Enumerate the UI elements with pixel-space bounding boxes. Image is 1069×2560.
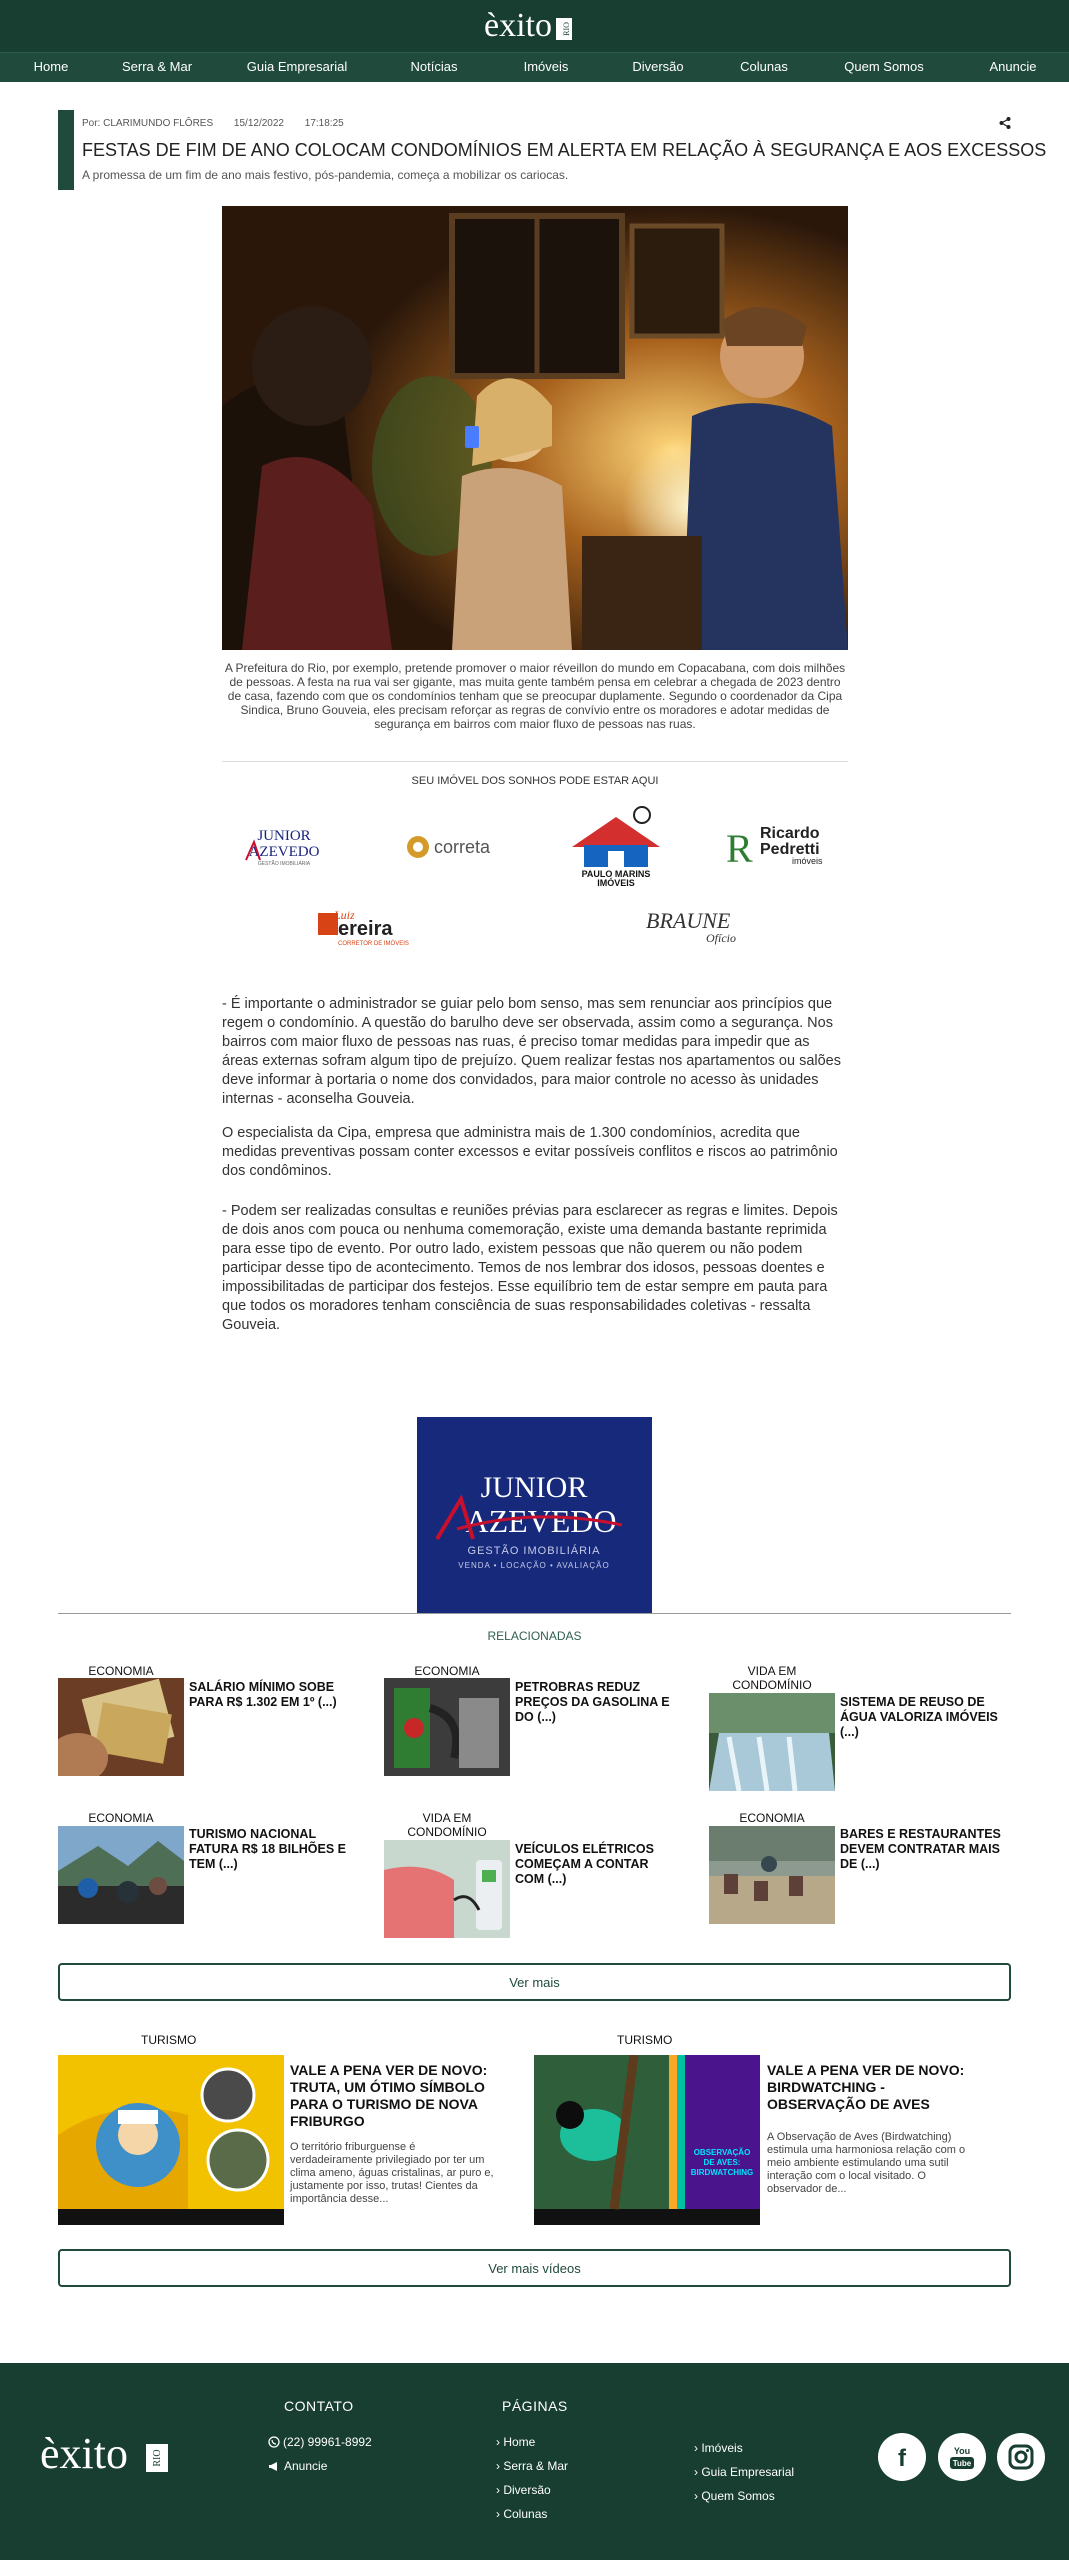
footer-link-diversao[interactable]: › Diversão	[496, 2483, 551, 2497]
svg-text:ereira: ereira	[338, 918, 393, 940]
nav-diversao[interactable]: Diversão	[632, 59, 684, 74]
svg-text:Luiz: Luiz	[334, 908, 355, 922]
footer-link-home[interactable]: › Home	[496, 2435, 536, 2449]
partner-logo-paulo-marins[interactable]	[566, 805, 666, 887]
svg-text:Ofício: Ofício	[706, 931, 736, 945]
ad-line-3: GESTÃO IMOBILIÁRIA	[467, 1545, 601, 1557]
related-thumb[interactable]	[58, 1678, 184, 1776]
related-title[interactable]: SISTEMA DE REUSO DE ÁGUA VALORIZA IMÓVEIS (...)	[840, 1695, 998, 1739]
partner-logo-ricardo-pedretti[interactable]	[722, 818, 832, 872]
video-title[interactable]: VALE A PENA VER DE NOVO: BIRDWATCHING - OBSERVAÇÃO DE AVES	[767, 2062, 965, 2112]
related-category: VIDA EM CONDOMÍNIO	[732, 1664, 812, 1692]
party-photo	[222, 206, 848, 650]
see-more-videos-button[interactable]: Ver mais vídeos	[58, 2249, 1011, 2287]
main-nav	[0, 52, 1069, 82]
svg-text:JUNIOR: JUNIOR	[257, 828, 311, 844]
related-thumb[interactable]	[58, 1826, 184, 1924]
nav-colunas[interactable]: Colunas	[740, 59, 788, 74]
nav-anuncie[interactable]: Anuncie	[989, 59, 1037, 74]
ad-line-4: VENDA • LOCAÇÃO • AVALIAÇÃO	[458, 1561, 610, 1570]
nav-imoveis[interactable]: Imóveis	[523, 59, 569, 74]
video-thumb[interactable]	[58, 2055, 284, 2225]
related-thumb[interactable]	[384, 1678, 510, 1776]
footer-advertise[interactable]: Anuncie	[284, 2459, 328, 2473]
site-header	[0, 0, 1069, 52]
footer-link-colunas[interactable]: › Colunas	[496, 2507, 548, 2521]
ad-line-1: JUNIOR	[480, 1471, 588, 1504]
svg-text:You: You	[953, 2446, 971, 2456]
share-icon[interactable]	[998, 116, 1012, 130]
video-category: TURISMO	[617, 2033, 673, 2047]
site-logo[interactable]	[484, 4, 586, 46]
nav-guia-empresarial[interactable]: Guia Empresarial	[246, 59, 348, 74]
ad-banner-junior-azevedo[interactable]	[417, 1417, 652, 1613]
video-title[interactable]: VALE A PENA VER DE NOVO: TRUTA, UM ÓTIMO SÍMBOLO PARA O TURISMO DE NOVA FRIBURGO	[290, 2062, 488, 2129]
footer-pages-title: PÁGINAS	[502, 2398, 568, 2414]
article-meta	[82, 118, 362, 129]
related-section-title: RELACIONADAS	[487, 1629, 582, 1643]
article-time: 17:18:25	[304, 118, 344, 129]
article-paragraph: - Podem ser realizadas consultas e reuniões prévias para esclarecer as regras e limites. Depois de dois anos com pouca ou nenhuma comemoração, existe uma demanda bastante reprimida para esse tipo de evento. Por outro lado, existem pessoas que não querem ou não podem participar desse tipo de acontecimento. Temos de nos lembrar dos idosos, pessoas doentes e impossibilitadas de participar dos festejos. Esse equilíbrio tem de estar sempre em pauta para que todos os moradores tenham consciência de suas responsabilidades coletivas - ressalta Gouveia.	[222, 1203, 838, 1333]
related-title[interactable]: VEÍCULOS ELÉTRICOS COMEÇAM A CONTAR COM (...)	[515, 1842, 654, 1886]
megaphone-icon	[268, 2460, 280, 2472]
nav-noticias[interactable]: Notícias	[410, 59, 458, 74]
article-date: 15/12/2022	[233, 118, 284, 129]
svg-text:GESTÃO IMOBILIÁRIA: GESTÃO IMOBILIÁRIA	[257, 861, 311, 867]
svg-text:IMÓVEIS: IMÓVEIS	[597, 878, 635, 887]
title-accent-bar	[58, 110, 74, 190]
nav-home[interactable]: Home	[33, 59, 69, 74]
article-paragraph: - É importante o administrador se guiar pelo bom senso, mas sem renunciar aos princípios que regem o condomínio. A questão do barulho deve ser observada, assim como a segurança. Nos bairros com maior fluxo de pessoas nas ruas, é preciso tomar medidas para impedir que as áreas externas sofram algum tipo de prejuízo. Quem realizar festas nos apartamentos ou salões deve informar à portaria o nome dos convidados, para maior controle no acesso às unidades internas - aconselha Gouveia.	[222, 996, 841, 1107]
youtube-icon[interactable]	[938, 2433, 986, 2481]
footer-link-serra-mar[interactable]: › Serra & Mar	[496, 2459, 569, 2473]
whatsapp-icon	[268, 2436, 280, 2448]
footer-link-quem-somos[interactable]: › Quem Somos	[694, 2489, 775, 2503]
image-caption: A Prefeitura do Rio, por exemplo, pretende promover o maior réveillon do mundo em Copacabana, com dois milhões de pessoas. A festa na rua vai ser gigante, mas muita gente também pensa em celebrar a chegada de 2023 dentro de casa, fazendo com que os condomínios tenham que se preocupar duplamente. Segundo o coordenador da Cipa Sindica, Bruno Gouveia, eles precisam reforçar as regras de convívio entre os moradores e adotar medidas de segurança em bairros com maior fluxo de pessoas nas ruas.	[224, 661, 846, 731]
video-description: A Observação de Aves (Birdwatching) estimula uma harmoniosa relação com o meio ambiente estimulando uma sutil interação com o local visitado. O observador de...	[767, 2131, 966, 2195]
related-title[interactable]: PETROBRAS REDUZ PREÇOS DA GASOLINA E DO (...)	[515, 1680, 670, 1724]
divider	[222, 761, 848, 762]
svg-text:Pedretti: Pedretti	[760, 841, 820, 858]
see-more-button[interactable]: Ver mais	[58, 1963, 1011, 2001]
svg-text:AZEVEDO: AZEVEDO	[248, 844, 320, 860]
related-category: ECONOMIA	[88, 1811, 154, 1825]
related-title[interactable]: TURISMO NACIONAL FATURA R$ 18 BILHÕES E TEM (...)	[189, 1827, 346, 1871]
related-category: ECONOMIA	[414, 1664, 480, 1678]
svg-text:èxito: èxito	[40, 2429, 128, 2478]
video-category: TURISMO	[141, 2033, 197, 2047]
article-title: FESTAS DE FIM DE ANO COLOCAM CONDOMÍNIOS EM ALERTA EM RELAÇÃO À SEGURANÇA E AOS EXCESSOS	[82, 140, 1047, 160]
partner-logo-luiz-pereira[interactable]	[316, 907, 430, 949]
svg-text:f: f	[898, 2445, 906, 2472]
svg-text:correta: correta	[434, 837, 491, 857]
related-category: VIDA EM CONDOMÍNIO	[407, 1811, 487, 1839]
article-subtitle: A promessa de um fim de ano mais festivo, pós-pandemia, começa a mobilizar os cariocas.	[82, 168, 569, 182]
svg-text:RIO: RIO	[152, 2449, 163, 2467]
svg-text:PAULO MARINS: PAULO MARINS	[581, 869, 651, 879]
instagram-icon[interactable]	[997, 2433, 1045, 2481]
footer-link-guia-empresarial[interactable]: › Guia Empresarial	[694, 2465, 795, 2479]
svg-text:Tube: Tube	[952, 2459, 972, 2468]
svg-text:OBSERVAÇÃODE AVES:BIRDWATCHING: OBSERVAÇÃO DE AVES: BIRDWATCHING	[690, 2148, 754, 2177]
related-thumb[interactable]	[709, 1693, 835, 1791]
related-category: ECONOMIA	[88, 1664, 154, 1678]
video-thumb[interactable]	[534, 2055, 760, 2225]
facebook-icon[interactable]	[878, 2433, 926, 2481]
related-title[interactable]: BARES E RESTAURANTES DEVEM CONTRATAR MAIS DE (...)	[840, 1827, 1001, 1871]
svg-text:R: R	[726, 826, 753, 871]
svg-text:BRAUNE: BRAUNE	[646, 908, 731, 933]
logo-text: èxito	[484, 7, 552, 44]
footer-logo[interactable]	[40, 2428, 176, 2480]
footer-phone[interactable]: (22) 99961-8992	[283, 2435, 372, 2449]
related-thumb[interactable]	[709, 1826, 835, 1924]
svg-text:Ricardo: Ricardo	[760, 825, 820, 842]
ad-line-2: AZEVEDO	[465, 1503, 617, 1539]
related-title[interactable]: SALÁRIO MÍNIMO SOBE PARA R$ 1.302 EM 1º (...)	[189, 1680, 337, 1709]
nav-serra-mar[interactable]: Serra & Mar	[121, 59, 193, 74]
promo-title: SEU IMÓVEL DOS SONHOS PODE ESTAR AQUI	[411, 775, 659, 787]
divider	[58, 1613, 1011, 1614]
article-author[interactable]: Por: CLARIMUNDO FLÔRES	[82, 118, 214, 129]
related-category: ECONOMIA	[739, 1811, 805, 1825]
partner-logo-correta[interactable]	[404, 827, 514, 867]
related-thumb[interactable]	[384, 1840, 510, 1938]
nav-quem-somos[interactable]: Quem Somos	[844, 59, 924, 74]
partner-logo-junior-azevedo[interactable]	[240, 820, 348, 870]
partner-logo-braune[interactable]	[640, 904, 752, 948]
article-hero-image	[222, 206, 848, 650]
footer-contact-title: CONTATO	[284, 2398, 354, 2414]
svg-text:imóveis: imóveis	[792, 856, 823, 866]
video-description: O território friburguense é verdadeiramente privilegiado por ter um clima ameno, águas cristalinas, ar puro e, justamente por isso, trutas! Cientes da importância desse...	[290, 2141, 494, 2205]
footer-link-imoveis[interactable]: › Imóveis	[694, 2441, 743, 2455]
logo-badge: RIO	[562, 22, 571, 36]
svg-text:CORRETOR DE IMÓVEIS: CORRETOR DE IMÓVEIS	[338, 941, 409, 947]
article-paragraph: O especialista da Cipa, empresa que administra mais de 1.300 condomínios, acredita que medidas preventivas possam conter excessos e evitar possíveis conflitos e riscos ao patrimônio dos condôminos.	[222, 1125, 838, 1179]
